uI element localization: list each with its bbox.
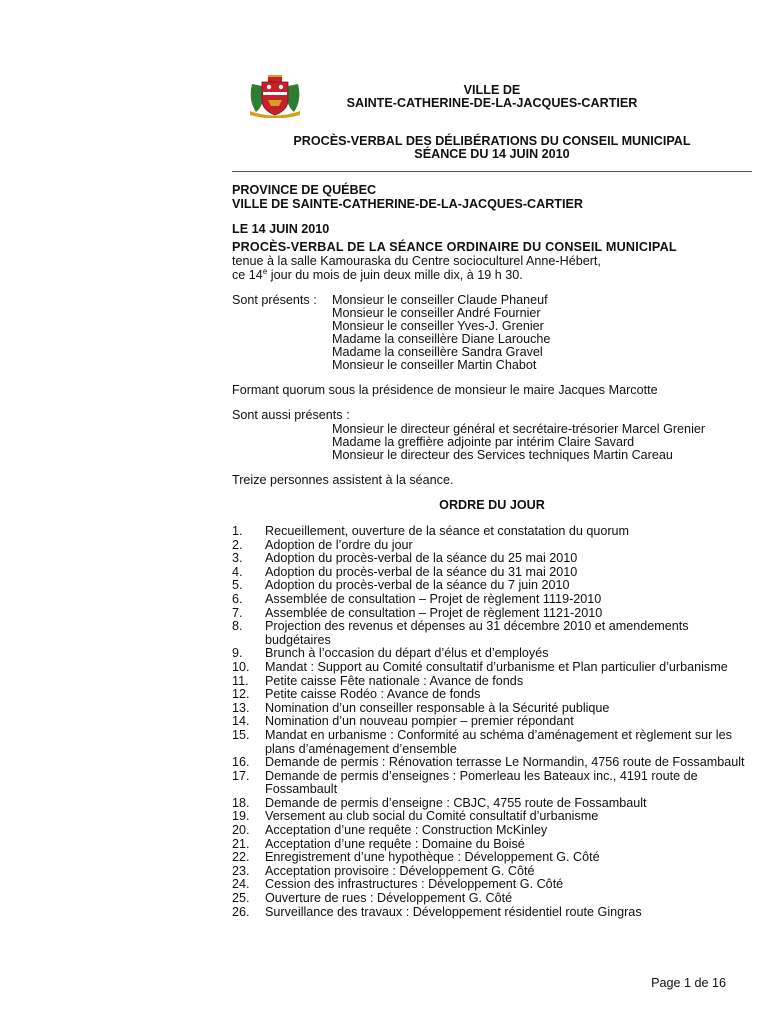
agenda-item — [232, 824, 752, 838]
agenda-item-number: 16. — [232, 755, 250, 770]
present-member: Monsieur le conseiller Yves-J. Grenier — [332, 319, 544, 333]
agenda-item-number: 2. — [232, 537, 243, 552]
header-divider — [232, 171, 752, 172]
document-title-line1: PROCÈS-VERBAL DES DÉLIBÉRATIONS DU CONSEIL MUNICIPAL — [293, 134, 691, 148]
also-present-member: Monsieur le directeur général et secrétaire-trésorier Marcel Grenier — [332, 422, 706, 436]
present-member: Madame la conseillère Sandra Gravel — [332, 345, 543, 359]
province-line: PROVINCE DE QUÉBEC — [232, 183, 377, 197]
agenda-item — [232, 552, 752, 566]
agenda-item — [232, 865, 752, 879]
agenda-item — [232, 838, 752, 852]
present-member: Monsieur le conseiller Claude Phaneuf — [332, 293, 548, 307]
agenda-item — [232, 525, 752, 539]
agenda-item — [232, 878, 752, 892]
agenda-item-text: Adoption du procès-verbal de la séance du 7 juin 2010 — [265, 578, 570, 593]
agenda-item-text: Acceptation provisoire : Développement G. Côté — [265, 863, 535, 878]
agenda-item-number: 5. — [232, 578, 243, 593]
agenda-item-text: Acceptation d’une requête : Domaine du Boisé — [265, 836, 525, 851]
agenda-item-number: 13. — [232, 700, 250, 715]
agenda-item-number: 6. — [232, 591, 243, 606]
agenda-item — [232, 620, 752, 647]
agenda-item-number: 15. — [232, 727, 250, 742]
present-member: Monsieur le conseiller Martin Chabot — [332, 358, 537, 372]
agenda-item — [232, 661, 752, 675]
agenda-item-number: 11. — [232, 673, 249, 688]
agenda-item — [232, 593, 752, 607]
attendance-statement: Treize personnes assistent à la séance. — [232, 473, 454, 487]
agenda-item-text: Acceptation d’une requête : Construction McKinley — [265, 823, 548, 838]
agenda-item-number: 3. — [232, 551, 243, 566]
agenda-item — [232, 675, 752, 689]
agenda-item — [232, 715, 752, 729]
quorum-statement: Formant quorum sous la présidence de monsieur le maire Jacques Marcotte — [232, 383, 658, 397]
agenda-item — [232, 770, 752, 797]
agenda-item-number: 24. — [232, 877, 250, 892]
agenda-item — [232, 906, 752, 920]
date-heading: LE 14 JUIN 2010 — [232, 222, 330, 236]
agenda-item-number: 12. — [232, 687, 250, 702]
agenda-item-text: Demande de permis : Rénovation terrasse Le Normandin, 4756 route de Fossambault — [265, 755, 745, 770]
agenda-item-text: Demande de permis d’enseigne : CBJC, 4755 route de Fossambault — [265, 795, 647, 810]
agenda-item-text: Ouverture de rues : Développement G. Côté — [265, 891, 513, 906]
agenda-item — [232, 892, 752, 906]
agenda-item-text: Mandat en urbanisme : Conformité au schéma d’aménagement et règlement sur les plans d’aménagement d’ensemble — [265, 727, 732, 756]
also-present-label: Sont aussi présents : — [232, 408, 350, 422]
agenda-item-number: 17. — [232, 768, 250, 783]
agenda-item-number: 1. — [232, 524, 243, 538]
agenda-item — [232, 702, 752, 716]
agenda-item-number: 18. — [232, 795, 250, 810]
city-name-line2: SAINTE-CATHERINE-DE-LA-JACQUES-CARTIER — [346, 96, 638, 110]
agenda-item — [232, 729, 752, 756]
agenda-item-text: Assemblée de consultation – Projet de règlement 1121-2010 — [265, 605, 603, 620]
agenda-item-text: Enregistrement d’une hypothèque : Développement G. Côté — [265, 850, 600, 865]
agenda-item-number: 20. — [232, 823, 250, 838]
agenda-item — [232, 647, 752, 661]
agenda-item — [232, 566, 752, 580]
agenda-item-text: Surveillance des travaux : Développement résidentiel route Gingras — [265, 904, 642, 919]
document-title-line2: SÉANCE DU 14 JUIN 2010 — [414, 147, 570, 161]
agenda-item — [232, 756, 752, 770]
agenda-item-number: 8. — [232, 619, 243, 634]
session-heading: PROCÈS-VERBAL DE LA SÉANCE ORDINAIRE DU CONSEIL MUNICIPAL — [232, 240, 677, 254]
agenda-item-text: Versement au club social du Comité consultatif d’urbanisme — [265, 809, 599, 824]
agenda-item-number: 19. — [232, 809, 250, 824]
agenda-item-text: Cession des infrastructures : Développement G. Côté — [265, 877, 564, 892]
agenda-item — [232, 797, 752, 811]
agenda-item — [232, 688, 752, 702]
session-location: tenue à la salle Kamouraska du Centre socioculturel Anne-Hébert, — [232, 254, 601, 268]
city-line: VILLE DE SAINTE-CATHERINE-DE-LA-JACQUES-CARTIER — [232, 197, 583, 211]
agenda-item-text: Projection des revenus et dépenses au 31 décembre 2010 et amendements budgétaires — [265, 619, 689, 647]
agenda-item — [232, 607, 752, 621]
agenda-item-text: Recueillement, ouverture de la séance et constatation du quorum — [265, 524, 630, 538]
agenda-item-number: 4. — [232, 564, 243, 579]
agenda-item-number: 22. — [232, 850, 250, 865]
agenda-item-number: 9. — [232, 646, 243, 661]
agenda-item-text: Mandat : Support au Comité consultatif d’urbanisme et Plan particulier d’urbanisme — [265, 659, 728, 674]
agenda-item-text: Adoption du procès-verbal de la séance du 31 mai 2010 — [265, 564, 578, 579]
agenda-item-text: Demande de permis d’enseignes : Pomerleau les Bateaux inc., 4191 route de Fossambault — [265, 768, 698, 797]
page-number: Page 1 de 16 — [651, 976, 726, 990]
agenda-item-number: 7. — [232, 605, 243, 620]
agenda-item-text: Nomination d’un conseiller responsable à la Sécurité publique — [265, 700, 610, 715]
present-member: Monsieur le conseiller André Fournier — [332, 306, 541, 320]
agenda-item-number: 25. — [232, 891, 250, 906]
agenda-list — [232, 525, 752, 919]
agenda-item — [232, 851, 752, 865]
agenda-item — [232, 579, 752, 593]
agenda-item-number: 26. — [232, 904, 250, 919]
agenda-item-text: Brunch à l’occasion du départ d’élus et d’employés — [265, 646, 549, 661]
agenda-item — [232, 539, 752, 553]
agenda-title: ORDRE DU JOUR — [439, 498, 545, 512]
agenda-item-number: 23. — [232, 863, 250, 878]
agenda-item-number: 14. — [232, 714, 250, 729]
agenda-item-text: Adoption du procès-verbal de la séance du 25 mai 2010 — [265, 551, 578, 566]
also-present-member: Madame la greffière adjointe par intérim Claire Savard — [332, 435, 635, 449]
agenda-item-text: Adoption de l’ordre du jour — [265, 537, 413, 552]
agenda-item — [232, 810, 752, 824]
city-name-line1: VILLE DE — [463, 83, 521, 97]
present-label: Sont présents : — [232, 293, 317, 307]
agenda-item-number: 21. — [232, 836, 250, 851]
agenda-item-number: 10. — [232, 659, 250, 674]
agenda-item-text: Petite caisse Fête nationale : Avance de fonds — [265, 673, 524, 688]
agenda-item-text: Assemblée de consultation – Projet de règlement 1119-2010 — [265, 591, 602, 606]
session-datetime: ce 14e jour du mois de juin deux mille dix, à 19 h 30. — [232, 267, 523, 282]
agenda-item-text: Petite caisse Rodéo : Avance de fonds — [265, 687, 481, 702]
agenda-item-text: Nomination d’un nouveau pompier – premier répondant — [265, 714, 574, 729]
present-member: Madame la conseillère Diane Larouche — [332, 332, 551, 346]
also-present-member: Monsieur le directeur des Services techniques Martin Careau — [332, 448, 673, 462]
